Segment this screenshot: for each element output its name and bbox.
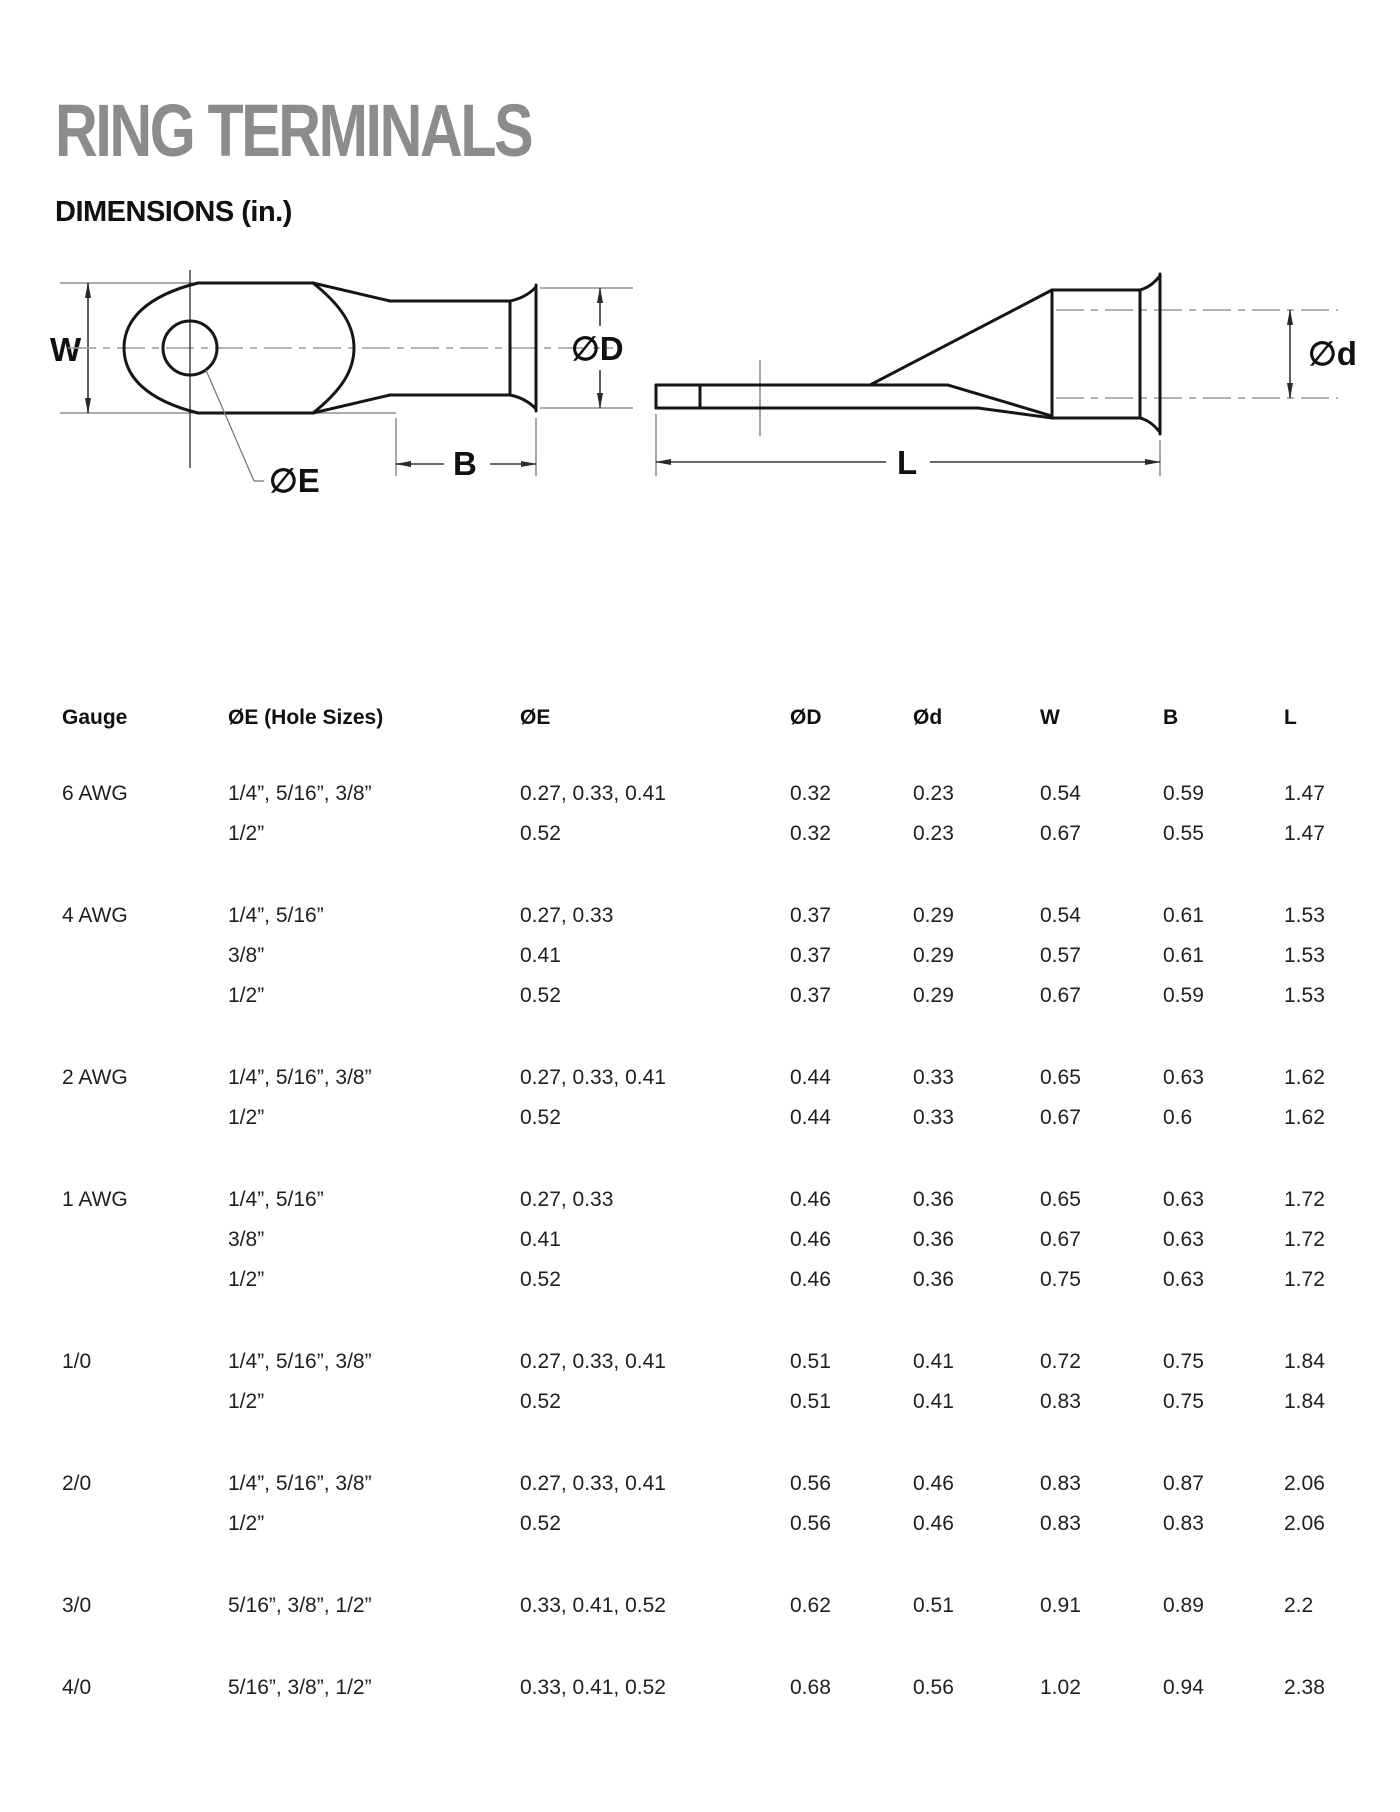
table-cell: 0.44 [790,1106,831,1129]
table-cell: 0.67 [1040,1106,1081,1129]
table-cell: 0.83 [1040,1472,1081,1495]
table-cell: 5/16”, 3/8”, 1/2” [228,1594,372,1617]
table-cell: 4 AWG [62,904,128,927]
table-cell: 1/2” [228,1268,265,1291]
dimension-label-l: L [897,444,918,481]
table-cell: 0.63 [1163,1228,1204,1251]
table-cell: 0.27, 0.33, 0.41 [520,1472,666,1495]
table-cell: 0.52 [520,1390,561,1413]
page-title: RING TERMINALS [55,89,532,172]
table-cell: 0.94 [1163,1676,1204,1699]
table-cell: 1/4”, 5/16”, 3/8” [228,1066,372,1089]
table-row [62,774,1364,814]
table-row [62,1058,1364,1098]
table-cell: 2/0 [62,1472,92,1495]
table-row [62,1180,1364,1220]
table-cell: 0.51 [790,1350,831,1373]
gauge-group [62,1058,1364,1138]
table-cell: 0.41 [520,1228,561,1251]
table-cell: 2.06 [1284,1472,1325,1495]
table-cell: 1/2” [228,1390,265,1413]
table-cell: 0.29 [913,904,954,927]
table-cell: 0.37 [790,984,831,1007]
table-cell: 5/16”, 3/8”, 1/2” [228,1676,372,1699]
table-cell: 0.46 [790,1228,831,1251]
table-cell: 0.27, 0.33 [520,904,614,927]
table-cell: 0.36 [913,1268,954,1291]
table-cell: 1/4”, 5/16”, 3/8” [228,1350,372,1373]
table-row [62,1668,1364,1708]
table-cell: 0.61 [1163,944,1204,967]
dimension-label-dia-d-upper: ∅D [571,330,624,367]
table-cell: 0.41 [913,1350,954,1373]
table-cell: 0.32 [790,822,831,845]
table-cell: 0.44 [790,1066,831,1089]
table-row [62,1220,1364,1260]
table-cell: 0.32 [790,782,831,805]
table-cell: 0.33, 0.41, 0.52 [520,1676,666,1699]
gauge-group [62,1180,1364,1300]
table-cell: 1.53 [1284,984,1325,1007]
table-cell: 0.37 [790,944,831,967]
table-cell: 0.36 [913,1188,954,1211]
table-cell: 0.75 [1163,1390,1204,1413]
table-cell: 0.51 [913,1594,954,1617]
ring-terminal-top-view-drawing [48,268,648,558]
gauge-group [62,1464,1364,1544]
table-cell: 0.37 [790,904,831,927]
table-cell: 2.2 [1284,1594,1314,1617]
table-cell: 0.89 [1163,1594,1204,1617]
table-cell: 1.47 [1284,822,1325,845]
table-row [62,1098,1364,1138]
table-row [62,936,1364,976]
table-cell: 0.59 [1163,984,1204,1007]
column-header: Gauge [62,706,128,729]
table-cell: 0.29 [913,944,954,967]
table-cell: 0.56 [790,1472,831,1495]
column-header: ØD [790,706,822,729]
table-row [62,1382,1364,1422]
table-cell: 1/4”, 5/16” [228,1188,324,1211]
column-header: Ød [913,706,943,729]
column-header: B [1163,706,1179,729]
table-cell: 1.62 [1284,1106,1325,1129]
table-cell: 3/8” [228,944,265,967]
table-cell: 0.63 [1163,1066,1204,1089]
table-cell: 0.52 [520,1512,561,1535]
column-header: L [1284,706,1297,729]
table-cell: 0.67 [1040,822,1081,845]
table-cell: 0.83 [1040,1390,1081,1413]
table-cell: 1/2” [228,1106,265,1129]
table-cell: 1.53 [1284,904,1325,927]
table-cell: 0.41 [520,944,561,967]
table-cell: 1/2” [228,822,265,845]
dimensions-table [62,698,1364,1750]
table-cell: 0.63 [1163,1268,1204,1291]
table-cell: 1/2” [228,1512,265,1535]
column-header: W [1040,706,1060,729]
table-cell: 0.55 [1163,822,1204,845]
table-row [62,814,1364,854]
gauge-group [62,896,1364,1016]
ring-terminal-side-view-drawing [648,268,1368,558]
table-cell: 1.72 [1284,1188,1325,1211]
table-cell: 1.02 [1040,1676,1081,1699]
table-row [62,1342,1364,1382]
table-cell: 6 AWG [62,782,128,805]
dimension-label-b: B [453,445,477,482]
table-cell: 4/0 [62,1676,92,1699]
gauge-group [62,1668,1364,1708]
table-cell: 1/0 [62,1350,92,1373]
table-cell: 2.06 [1284,1512,1325,1535]
table-cell: 0.54 [1040,904,1081,927]
page-subtitle: DIMENSIONS (in.) [55,196,292,228]
table-cell: 0.65 [1040,1188,1081,1211]
table-cell: 0.36 [913,1228,954,1251]
table-cell: 1/4”, 5/16”, 3/8” [228,782,372,805]
column-header: ØE (Hole Sizes) [228,706,384,729]
gauge-group [62,1342,1364,1422]
table-cell: 0.41 [913,1390,954,1413]
table-cell: 0.46 [790,1188,831,1211]
table-cell: 0.56 [790,1512,831,1535]
table-cell: 0.52 [520,1268,561,1291]
table-cell: 1.72 [1284,1268,1325,1291]
gauge-group [62,774,1364,854]
table-cell: 0.33, 0.41, 0.52 [520,1594,666,1617]
table-cell: 1/4”, 5/16” [228,904,324,927]
table-cell: 0.51 [790,1390,831,1413]
table-header-row [62,698,1364,738]
table-cell: 0.27, 0.33 [520,1188,614,1211]
table-cell: 0.68 [790,1676,831,1699]
dimension-label-w: W [50,331,82,368]
gauge-group [62,1586,1364,1626]
table-cell: 0.75 [1163,1350,1204,1373]
table-row [62,896,1364,936]
table-row [62,1586,1364,1626]
table-cell: 0.23 [913,822,954,845]
table-cell: 0.52 [520,822,561,845]
table-cell: 0.83 [1163,1512,1204,1535]
table-cell: 3/8” [228,1228,265,1251]
table-row [62,976,1364,1016]
table-cell: 0.59 [1163,782,1204,805]
table-cell: 0.72 [1040,1350,1081,1373]
table-cell: 0.57 [1040,944,1081,967]
table-cell: 0.46 [913,1512,954,1535]
table-cell: 0.46 [790,1268,831,1291]
column-header: ØE [520,706,551,729]
table-cell: 0.23 [913,782,954,805]
table-cell: 0.67 [1040,984,1081,1007]
table-cell: 0.46 [913,1472,954,1495]
table-cell: 0.54 [1040,782,1081,805]
table-cell: 0.27, 0.33, 0.41 [520,782,666,805]
table-cell: 0.83 [1040,1512,1081,1535]
table-cell: 0.29 [913,984,954,1007]
table-cell: 0.91 [1040,1594,1081,1617]
table-row [62,1464,1364,1504]
table-cell: 0.27, 0.33, 0.41 [520,1350,666,1373]
table-cell: 3/0 [62,1594,92,1617]
table-cell: 1 AWG [62,1188,128,1211]
table-cell: 0.62 [790,1594,831,1617]
table-cell: 0.67 [1040,1228,1081,1251]
table-cell: 1.84 [1284,1390,1325,1413]
table-cell: 0.52 [520,1106,561,1129]
table-cell: 0.65 [1040,1066,1081,1089]
dimension-label-dia-d-lower: ∅d [1308,335,1357,372]
table-cell: 0.87 [1163,1472,1204,1495]
table-cell: 0.27, 0.33, 0.41 [520,1066,666,1089]
table-cell: 0.75 [1040,1268,1081,1291]
table-cell: 0.61 [1163,904,1204,927]
table-row [62,1260,1364,1300]
table-cell: 0.56 [913,1676,954,1699]
table-cell: 1.84 [1284,1350,1325,1373]
table-cell: 1.53 [1284,944,1325,967]
table-cell: 0.33 [913,1106,954,1129]
table-cell: 0.63 [1163,1188,1204,1211]
table-row [62,1504,1364,1544]
table-cell: 0.33 [913,1066,954,1089]
table-cell: 1.62 [1284,1066,1325,1089]
table-cell: 2 AWG [62,1066,128,1089]
table-cell: 1/4”, 5/16”, 3/8” [228,1472,372,1495]
dimension-label-dia-e: ∅E [269,462,320,499]
table-cell: 1.47 [1284,782,1325,805]
table-cell: 1.72 [1284,1228,1325,1251]
table-cell: 0.52 [520,984,561,1007]
table-cell: 0.6 [1163,1106,1193,1129]
table-cell: 1/2” [228,984,265,1007]
table-cell: 2.38 [1284,1676,1325,1699]
